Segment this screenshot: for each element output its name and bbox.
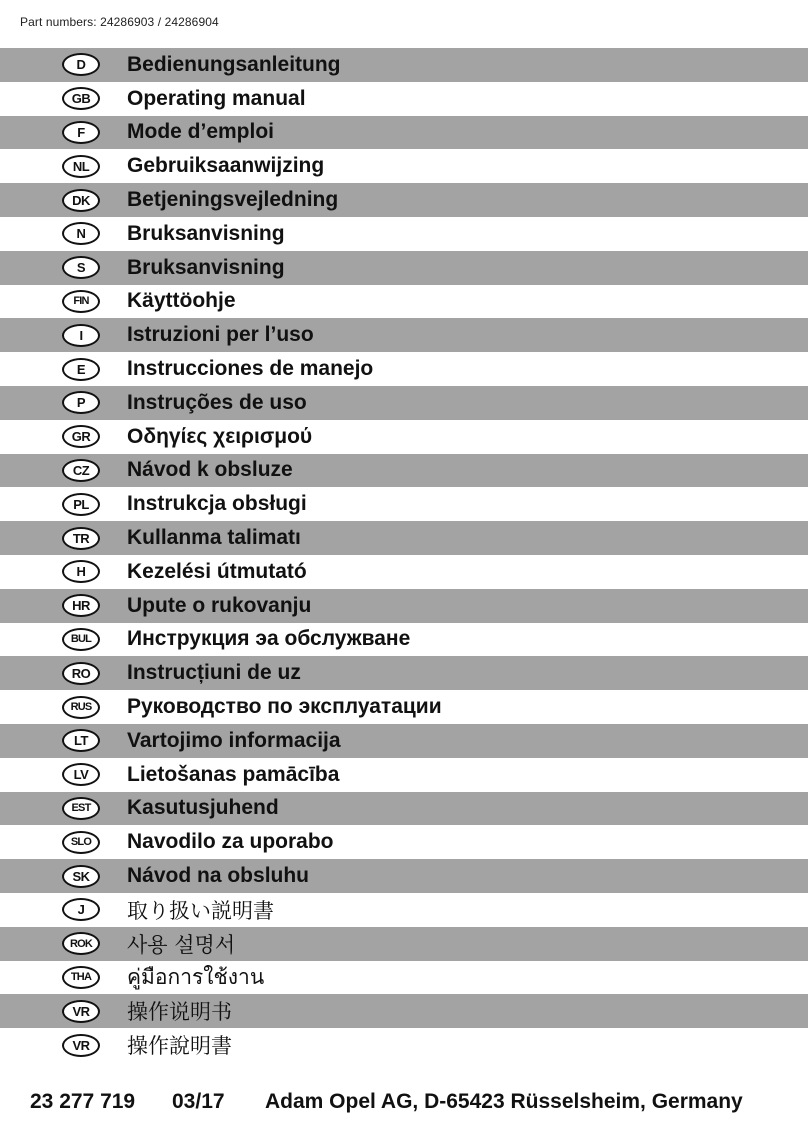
language-row — [0, 318, 808, 352]
language-row — [0, 893, 808, 927]
language-title: Instrukcja obsługi — [127, 492, 307, 516]
language-row — [0, 420, 808, 454]
language-title: Instrucciones de manejo — [127, 357, 374, 381]
language-title: Návod k obsluze — [127, 458, 293, 482]
language-code-badge: RO — [62, 662, 100, 685]
language-row — [0, 825, 808, 859]
language-title: Gebruiksaanwijzing — [127, 154, 325, 178]
language-code-badge: NL — [62, 155, 100, 178]
language-row — [0, 623, 808, 657]
language-title: Kasutusjuhend — [127, 796, 279, 820]
language-code-badge: SK — [62, 865, 100, 888]
language-title: Upute o rukovanju — [127, 593, 312, 617]
language-code-badge: VR — [62, 1000, 100, 1023]
language-row — [0, 251, 808, 285]
language-code-badge: RUS — [62, 696, 100, 719]
language-row — [0, 386, 808, 420]
language-title: 操作說明書 — [127, 1034, 232, 1058]
language-row — [0, 724, 808, 758]
language-code-badge: LV — [62, 763, 100, 786]
language-code-badge: BUL — [62, 628, 100, 651]
language-row — [0, 792, 808, 826]
language-row — [0, 116, 808, 150]
language-title: Käyttöohje — [127, 289, 236, 313]
language-code-badge: SLO — [62, 831, 100, 854]
language-row — [0, 352, 808, 386]
language-code-badge: VR — [62, 1034, 100, 1057]
language-title: Руководство по эксплуатации — [127, 695, 442, 719]
language-code-badge: D — [62, 53, 100, 76]
language-row — [0, 183, 808, 217]
language-title: Istruzioni per l’uso — [127, 323, 314, 347]
language-code-badge: GB — [62, 87, 100, 110]
document-date: 03/17 — [172, 1090, 225, 1113]
footer — [30, 1090, 743, 1114]
language-code-badge: I — [62, 324, 100, 347]
language-title: Bruksanvisning — [127, 255, 285, 279]
language-row — [0, 758, 808, 792]
language-code-badge: HR — [62, 594, 100, 617]
language-title: Lietošanas pamācība — [127, 762, 340, 786]
language-title: Vartojimo informacija — [127, 728, 341, 752]
language-title: Инструкция эа обслужване — [127, 627, 411, 651]
language-title: Instrucțiuni de uz — [127, 661, 301, 685]
language-code-badge: ROK — [62, 932, 100, 955]
language-code-badge: FIN — [62, 290, 100, 313]
language-row — [0, 656, 808, 690]
language-row — [0, 217, 808, 251]
language-row — [0, 82, 808, 116]
language-code-badge: DK — [62, 189, 100, 212]
language-title: Instruções de uso — [127, 390, 307, 414]
language-title: Kezelési útmutató — [127, 559, 307, 583]
language-title: Οδηγίες χειρισμού — [127, 424, 313, 448]
language-code-badge: N — [62, 222, 100, 245]
language-row — [0, 285, 808, 319]
language-title: 操作说明书 — [127, 1000, 232, 1025]
language-title: Navodilo za uporabo — [127, 830, 334, 854]
language-row — [0, 521, 808, 555]
language-row — [0, 1028, 808, 1062]
language-code-badge: TR — [62, 527, 100, 550]
language-code-badge: CZ — [62, 459, 100, 482]
language-title: Bruksanvisning — [127, 221, 285, 245]
language-title: Návod na obsluhu — [127, 864, 310, 888]
language-row — [0, 961, 808, 995]
language-row — [0, 555, 808, 589]
language-code-badge: E — [62, 358, 100, 381]
language-code-badge: EST — [62, 797, 100, 820]
language-code-badge: H — [62, 560, 100, 583]
language-list — [0, 48, 808, 1062]
language-title: คู่มือการใช้งาน — [127, 964, 265, 989]
language-row — [0, 454, 808, 488]
language-row — [0, 48, 808, 82]
language-code-badge: J — [62, 898, 100, 921]
language-row — [0, 690, 808, 724]
language-row — [0, 994, 808, 1028]
language-title: Kullanma talimatı — [127, 526, 301, 550]
language-title: Mode d’emploi — [127, 120, 274, 144]
language-title: 사용 설명서 — [127, 932, 236, 957]
language-code-badge: LT — [62, 729, 100, 752]
language-title: Betjeningsvejledning — [127, 188, 339, 212]
language-code-badge: PL — [62, 493, 100, 516]
language-row — [0, 927, 808, 961]
language-row — [0, 149, 808, 183]
document-number: 23 277 719 — [30, 1090, 136, 1113]
language-code-badge: GR — [62, 425, 100, 448]
language-row — [0, 859, 808, 893]
language-code-badge: P — [62, 391, 100, 414]
publisher-address: Adam Opel AG, D-65423 Rüsselsheim, Germany — [265, 1090, 743, 1113]
part-numbers: Part numbers: 24286903 / 24286904 — [20, 15, 219, 29]
language-title: 取り扱い説明書 — [127, 898, 274, 923]
language-title: Operating manual — [127, 86, 306, 110]
language-row — [0, 487, 808, 521]
language-code-badge: S — [62, 256, 100, 279]
language-code-badge: THA — [62, 966, 100, 989]
language-row — [0, 589, 808, 623]
language-title: Bedienungsanleitung — [127, 52, 341, 76]
language-code-badge: F — [62, 121, 100, 144]
